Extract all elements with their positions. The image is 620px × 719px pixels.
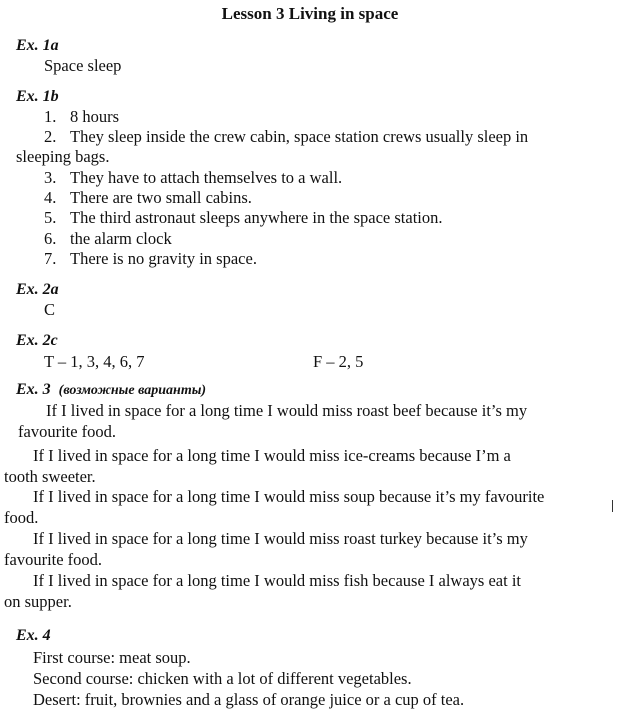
- margin-mark: [612, 500, 613, 512]
- ex2c-true-answers: T – 1, 3, 4, 6, 7: [44, 352, 145, 371]
- item-text: There are two small cabins.: [70, 188, 252, 207]
- ex1b-item-7: [44, 249, 257, 269]
- ex1a-answer: Space sleep: [44, 56, 122, 75]
- item-number: 5.: [44, 208, 57, 227]
- ex4-line-2: Second course: chicken with a lot of different vegetables.: [33, 669, 412, 688]
- item-text: 8 hours: [70, 107, 120, 126]
- ex1a-heading: Ex. 1a: [16, 37, 59, 54]
- ex1b-item-2-continued: sleeping bags.: [16, 147, 110, 166]
- item-text: There is no gravity in space.: [70, 249, 257, 268]
- ex3-heading-label: Ex. 3: [16, 381, 51, 398]
- ex1b-heading: Ex. 1b: [16, 88, 59, 105]
- ex2c-heading: Ex. 2c: [16, 332, 58, 349]
- page-title: Lesson 3 Living in space: [221, 4, 399, 23]
- ex2c-false-answers: F – 2, 5: [313, 352, 364, 371]
- item-number: 7.: [44, 249, 57, 268]
- item-text: They sleep inside the crew cabin, space station crews usually sleep in: [70, 127, 529, 146]
- ex1b-item-6: [44, 229, 172, 249]
- item-text: the alarm clock: [70, 229, 172, 248]
- ex3-paragraph-2-line-2: tooth sweeter.: [4, 467, 96, 486]
- ex3-heading-note: (возможные варианты): [58, 383, 207, 398]
- ex2a-heading: Ex. 2a: [16, 281, 59, 298]
- item-number: 4.: [44, 188, 57, 207]
- ex3-paragraph-2-line-1: If I lived in space for a long time I would miss ice-creams because I’m a: [33, 446, 511, 465]
- item-text: They have to attach themselves to a wall.: [70, 168, 343, 187]
- ex1b-item-5: [44, 208, 443, 228]
- item-text: The third astronaut sleeps anywhere in the space station.: [70, 208, 443, 227]
- item-number: 6.: [44, 229, 57, 248]
- ex3-paragraph-1-line-1: If I lived in space for a long time I would miss roast beef because it’s my: [46, 401, 528, 420]
- ex3-paragraph-3-line-1: If I lived in space for a long time I would miss soup because it’s my favourite: [33, 487, 545, 506]
- ex4-heading: Ex. 4: [16, 627, 51, 644]
- item-number: 3.: [44, 168, 57, 187]
- ex4-line-3: Desert: fruit, brownies and a glass of orange juice or a cup of tea.: [33, 690, 465, 709]
- ex3-paragraph-3-line-2: food.: [4, 508, 39, 527]
- ex3-paragraph-5-line-2: on supper.: [4, 592, 72, 611]
- ex3-heading: [16, 380, 206, 401]
- ex1b-item-4: [44, 188, 252, 208]
- ex3-paragraph-5-line-1: If I lived in space for a long time I would miss fish because I always eat it: [33, 571, 521, 590]
- ex2a-answer: C: [44, 300, 56, 319]
- item-number: 1.: [44, 107, 57, 126]
- ex3-paragraph-4-line-1: If I lived in space for a long time I would miss roast turkey because it’s my: [33, 529, 528, 548]
- ex1b-item-2: [44, 127, 608, 147]
- ex3-paragraph-1-line-2: favourite food.: [18, 422, 117, 441]
- ex1b-item-1: [44, 107, 119, 127]
- ex4-line-1: First course: meat soup.: [33, 648, 191, 667]
- ex1b-item-3: [44, 168, 342, 188]
- item-number: 2.: [44, 127, 57, 146]
- ex3-paragraph-4-line-2: favourite food.: [4, 550, 103, 569]
